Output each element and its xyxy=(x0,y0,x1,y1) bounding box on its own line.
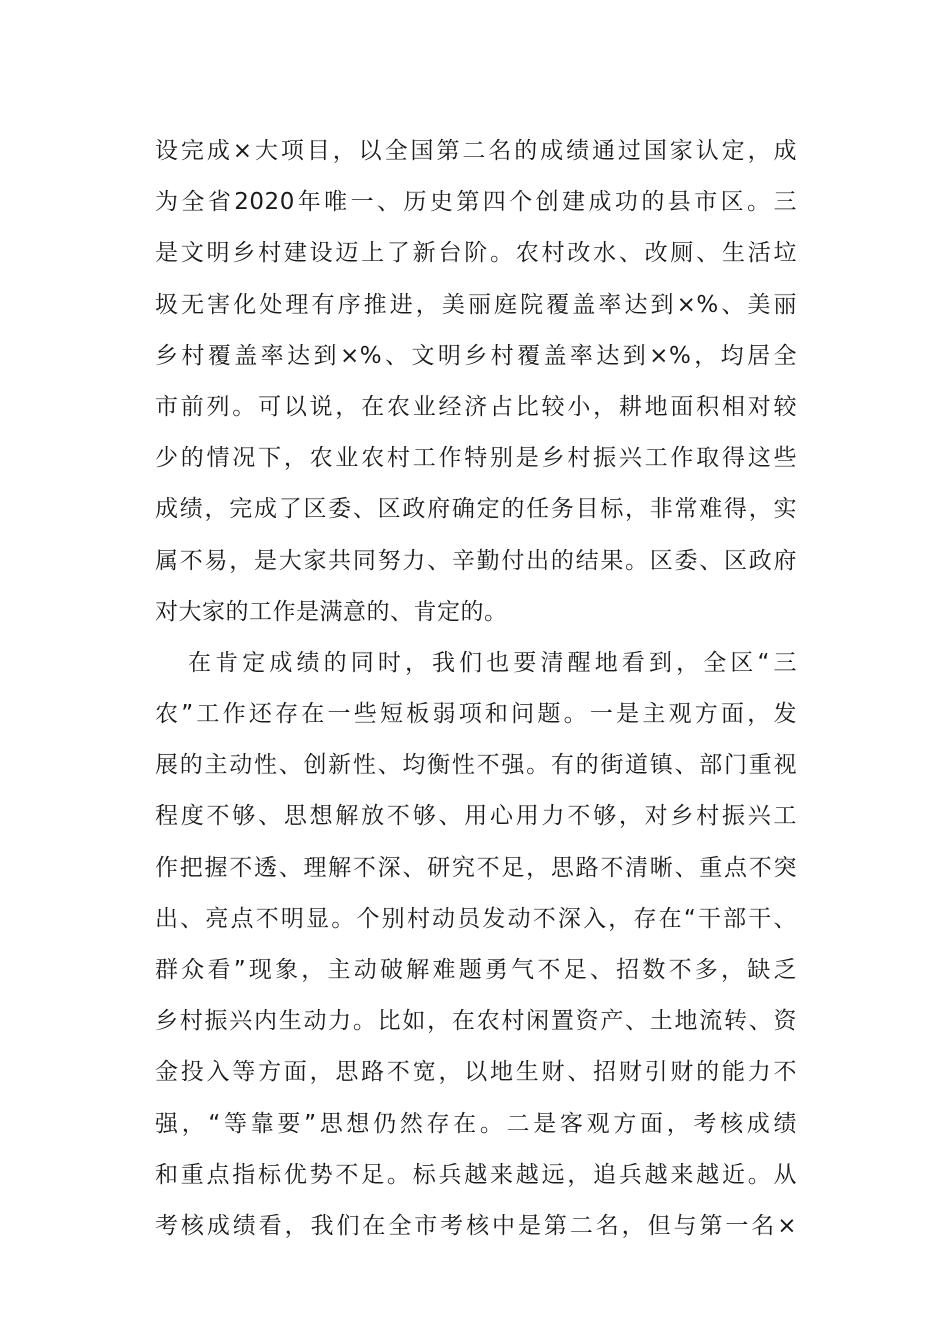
text-line: 为全省2020年唯一、历史第四个创建成功的县市区。三 xyxy=(155,189,797,216)
paragraph-problems xyxy=(155,642,797,1256)
text-line: 农”工作还存在一些短板弱项和问题。一是主观方面，发 xyxy=(155,701,797,728)
text-line: 设完成×大项目，以全国第二名的成绩通过国家认定，成 xyxy=(155,138,797,164)
text-line: 成绩，完成了区委、区政府确定的任务目标，非常难得，实 xyxy=(155,496,797,523)
text-line: 在肯定成绩的同时，我们也要清醒地看到，全区“三 xyxy=(188,649,797,676)
text-line: 乡村振兴内生动力。比如，在农村闲置资产、土地流转、资 xyxy=(155,1008,797,1035)
text-line: 考核成绩看，我们在全市考核中是第二名，但与第一名× xyxy=(155,1212,797,1239)
text-line: 对大家的工作是满意的、肯定的。 xyxy=(155,598,508,625)
text-line: 出、亮点不明显。个别村动员发动不深入，存在“干部干、 xyxy=(155,905,797,932)
text-line: 作把握不透、理解不深、研究不足，思路不清晰、重点不突 xyxy=(155,854,797,881)
text-line: 展的主动性、创新性、均衡性不强。有的街道镇、部门重视 xyxy=(155,752,797,779)
text-line: 和重点指标优势不足。标兵越来越远，追兵越来越近。从 xyxy=(155,1161,797,1188)
text-line: 是文明乡村建设迈上了新台阶。农村改水、改厕、生活垃 xyxy=(155,240,797,267)
text-line: 强，“等靠要”思想仍然存在。二是客观方面，考核成绩 xyxy=(155,1110,797,1137)
paragraph-achievements xyxy=(155,130,797,642)
text-line: 圾无害化处理有序推进，美丽庭院覆盖率达到×%、美丽 xyxy=(155,291,797,318)
text-line: 乡村覆盖率达到×%、文明乡村覆盖率达到×%，均居全 xyxy=(155,342,797,369)
document-page xyxy=(155,130,797,1256)
text-line: 属不易，是大家共同努力、辛勤付出的结果。区委、区政府 xyxy=(155,547,797,574)
text-line: 程度不够、思想解放不够、用心用力不够，对乡村振兴工 xyxy=(155,803,797,830)
text-line: 少的情况下，农业农村工作特别是乡村振兴工作取得这些 xyxy=(155,445,797,472)
text-line: 群众看”现象，主动破解难题勇气不足、招数不多，缺乏 xyxy=(155,957,797,983)
text-line: 金投入等方面，思路不宽，以地生财、招财引财的能力不 xyxy=(155,1059,797,1086)
text-line: 市前列。可以说，在农业经济占比较小，耕地面积相对较 xyxy=(155,393,797,420)
